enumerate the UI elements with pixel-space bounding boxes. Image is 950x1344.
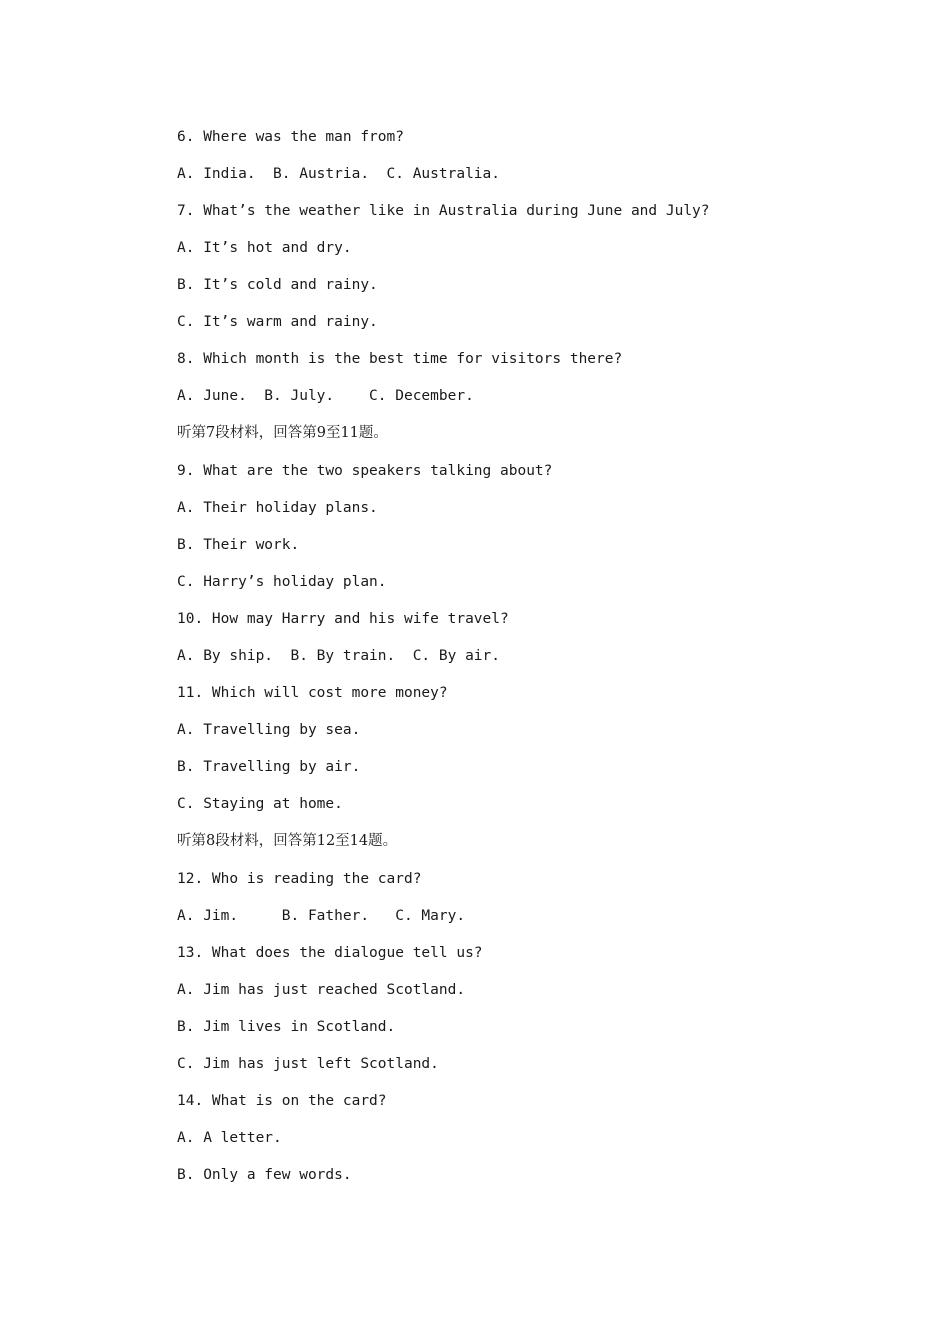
option-14b: B. Only a few words.: [177, 1167, 352, 1183]
question-8: 8. Which month is the best time for visitors there?: [177, 351, 623, 367]
question-14: 14. What is on the card?: [177, 1093, 387, 1109]
option-11c: C. Staying at home.: [177, 796, 343, 812]
option-9a: A. Their holiday plans.: [177, 500, 378, 516]
option-7a: A. It’s hot and dry.: [177, 240, 352, 256]
question-11: 11. Which will cost more money?: [177, 685, 448, 701]
options-6: A. India. B. Austria. C. Australia.: [177, 166, 501, 182]
option-9c: C. Harry’s holiday plan.: [177, 574, 387, 590]
options-8: A. June. B. July. C. December.: [177, 388, 474, 404]
question-10: 10. How may Harry and his wife travel?: [177, 611, 509, 627]
option-13b: B. Jim lives in Scotland.: [177, 1019, 396, 1035]
question-7: 7. What’s the weather like in Australia during June and July?: [177, 203, 710, 219]
section-header-7: 听第7段材料，回答第9至11题。: [177, 425, 388, 441]
options-10: A. By ship. B. By train. C. By air.: [177, 648, 501, 664]
section-header-8: 听第8段材料，回答第12至14题。: [177, 833, 398, 849]
option-9b: B. Their work.: [177, 537, 300, 553]
option-14a: A. A letter.: [177, 1130, 282, 1146]
question-9: 9. What are the two speakers talking about?: [177, 463, 553, 479]
question-12: 12. Who is reading the card?: [177, 871, 422, 887]
option-7c: C. It’s warm and rainy.: [177, 314, 378, 330]
question-13: 13. What does the dialogue tell us?: [177, 945, 483, 961]
option-13a: A. Jim has just reached Scotland.: [177, 982, 466, 998]
option-11a: A. Travelling by sea.: [177, 722, 361, 738]
options-12: A. Jim. B. Father. C. Mary.: [177, 908, 466, 924]
question-6: 6. Where was the man from?: [177, 129, 404, 145]
option-11b: B. Travelling by air.: [177, 759, 361, 775]
option-7b: B. It’s cold and rainy.: [177, 277, 378, 293]
option-13c: C. Jim has just left Scotland.: [177, 1056, 439, 1072]
